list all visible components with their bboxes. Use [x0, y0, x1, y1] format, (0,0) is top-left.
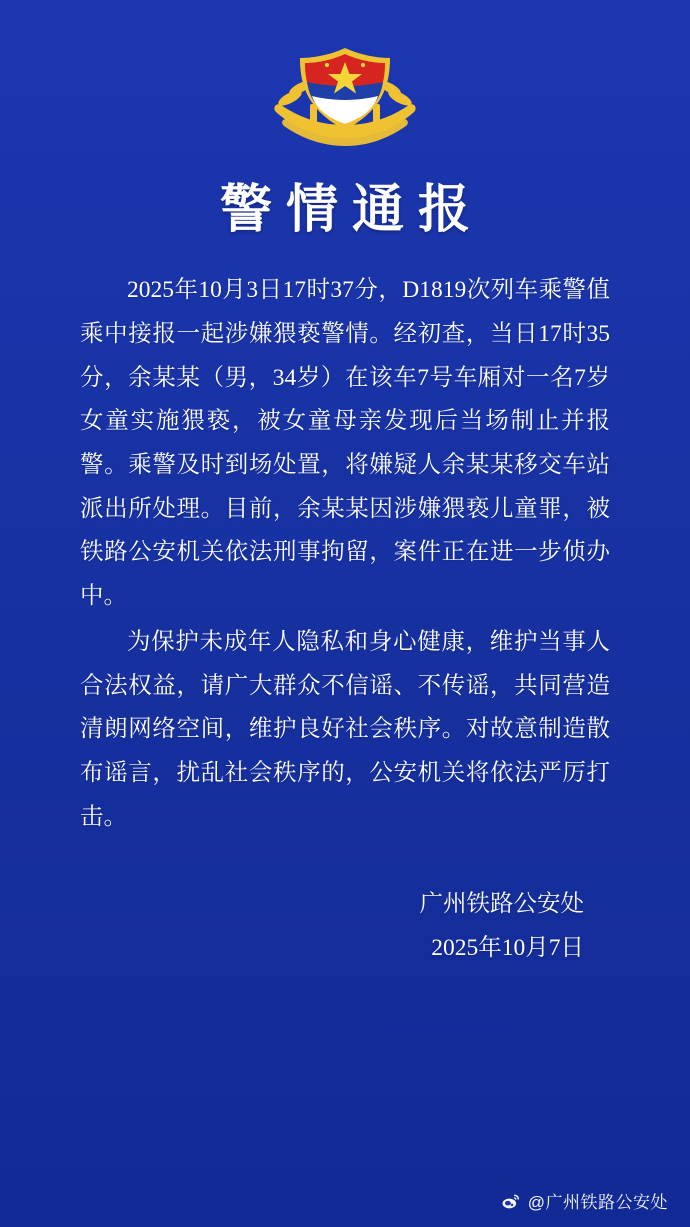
weibo-icon [501, 1191, 521, 1211]
china-police-emblem [270, 42, 420, 164]
weibo-account-name: @广州铁路公安处 [527, 1193, 668, 1212]
notice-paragraph-1: 2025年10月3日17时37分，D1819次列车乘警值乘中接报一起涉嫌猥亵警情。经初查，当日17时35分，余某某（男，34岁）在该车7号车厢对一名7岁女童实施猥亵，被女童母亲发现后当场制止并报警。乘警及时到场处置，将嫌疑人余某某移交车站派出所处理。目前，余某某因涉嫌猥亵儿童罪，被铁路公安机关依法刑事拘留，案件正在进一步侦办中。 [80, 277, 610, 610]
signature-block [80, 883, 610, 970]
signature-organization: 广州铁路公安处 [419, 891, 584, 918]
notice-paragraph-2: 为保护未成年人隐私和身心健康，维护当事人合法权益，请广大群众不信谣、不传谣，共同营造清朗网络空间，维护良好社会秩序。对故意制造散布谣言，扰乱社会秩序的，公安机关将依法严厉打击。 [80, 628, 610, 830]
notice-body [80, 269, 610, 841]
weibo-watermark [501, 1188, 668, 1213]
page-title: 警情通报 [219, 182, 484, 239]
signature-date: 2025年10月7日 [431, 934, 584, 961]
